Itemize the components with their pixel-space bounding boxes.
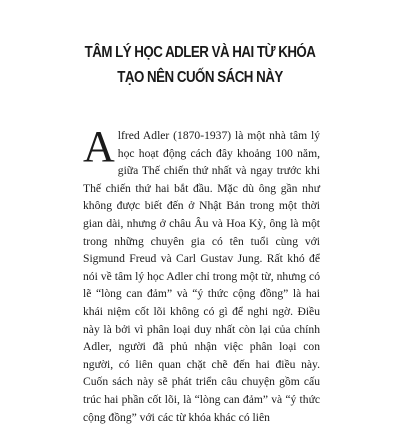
body-paragraph bbox=[83, 122, 320, 426]
body-paragraph-text: lfred Adler (1870-1937) là một nhà tâm lý học hoạt động cách đây khoảng 100 năm, giữa Thế chiến thứ nhất và ngay trước khi Thế chiến thứ hai bắt đầu. Mặc dù ông gần như không được biết đến ở Nhật Bản trong một thời gian dài, nhưng ở châu Âu và Hoa Kỳ, ông là một trong những chuyên gia có tên tuổi cùng với Sigmund Freud và Carl Gustav Jung. Rất khó để nói về tâm lý học Adler chỉ trong một từ, nhưng có lẽ “lòng can đảm” và “ý thức cộng đồng” là hai khái niệm cốt lõi không có gì để nghi ngờ. Điều này là bởi vì phân loại duy nhất còn lại của chính Adler, người đã phủ nhận việc phân loại con người, có liên quan chặt chẽ đến hai điều này. Cuốn sách này sẽ phát triển câu chuyện gồm cấu trúc hai phần cốt lõi, là “lòng can đảm” và “ý thức cộng đồng” với các từ khóa khác có liên bbox=[83, 129, 320, 424]
chapter-title bbox=[62, 40, 337, 90]
drop-cap: A bbox=[83, 122, 115, 171]
chapter-title-line-1: TÂM LÝ HỌC ADLER VÀ HAI TỪ KHÓA bbox=[84, 44, 316, 61]
chapter-title-line-2: TẠO NÊN CUỐN SÁCH NÀY bbox=[117, 69, 283, 86]
